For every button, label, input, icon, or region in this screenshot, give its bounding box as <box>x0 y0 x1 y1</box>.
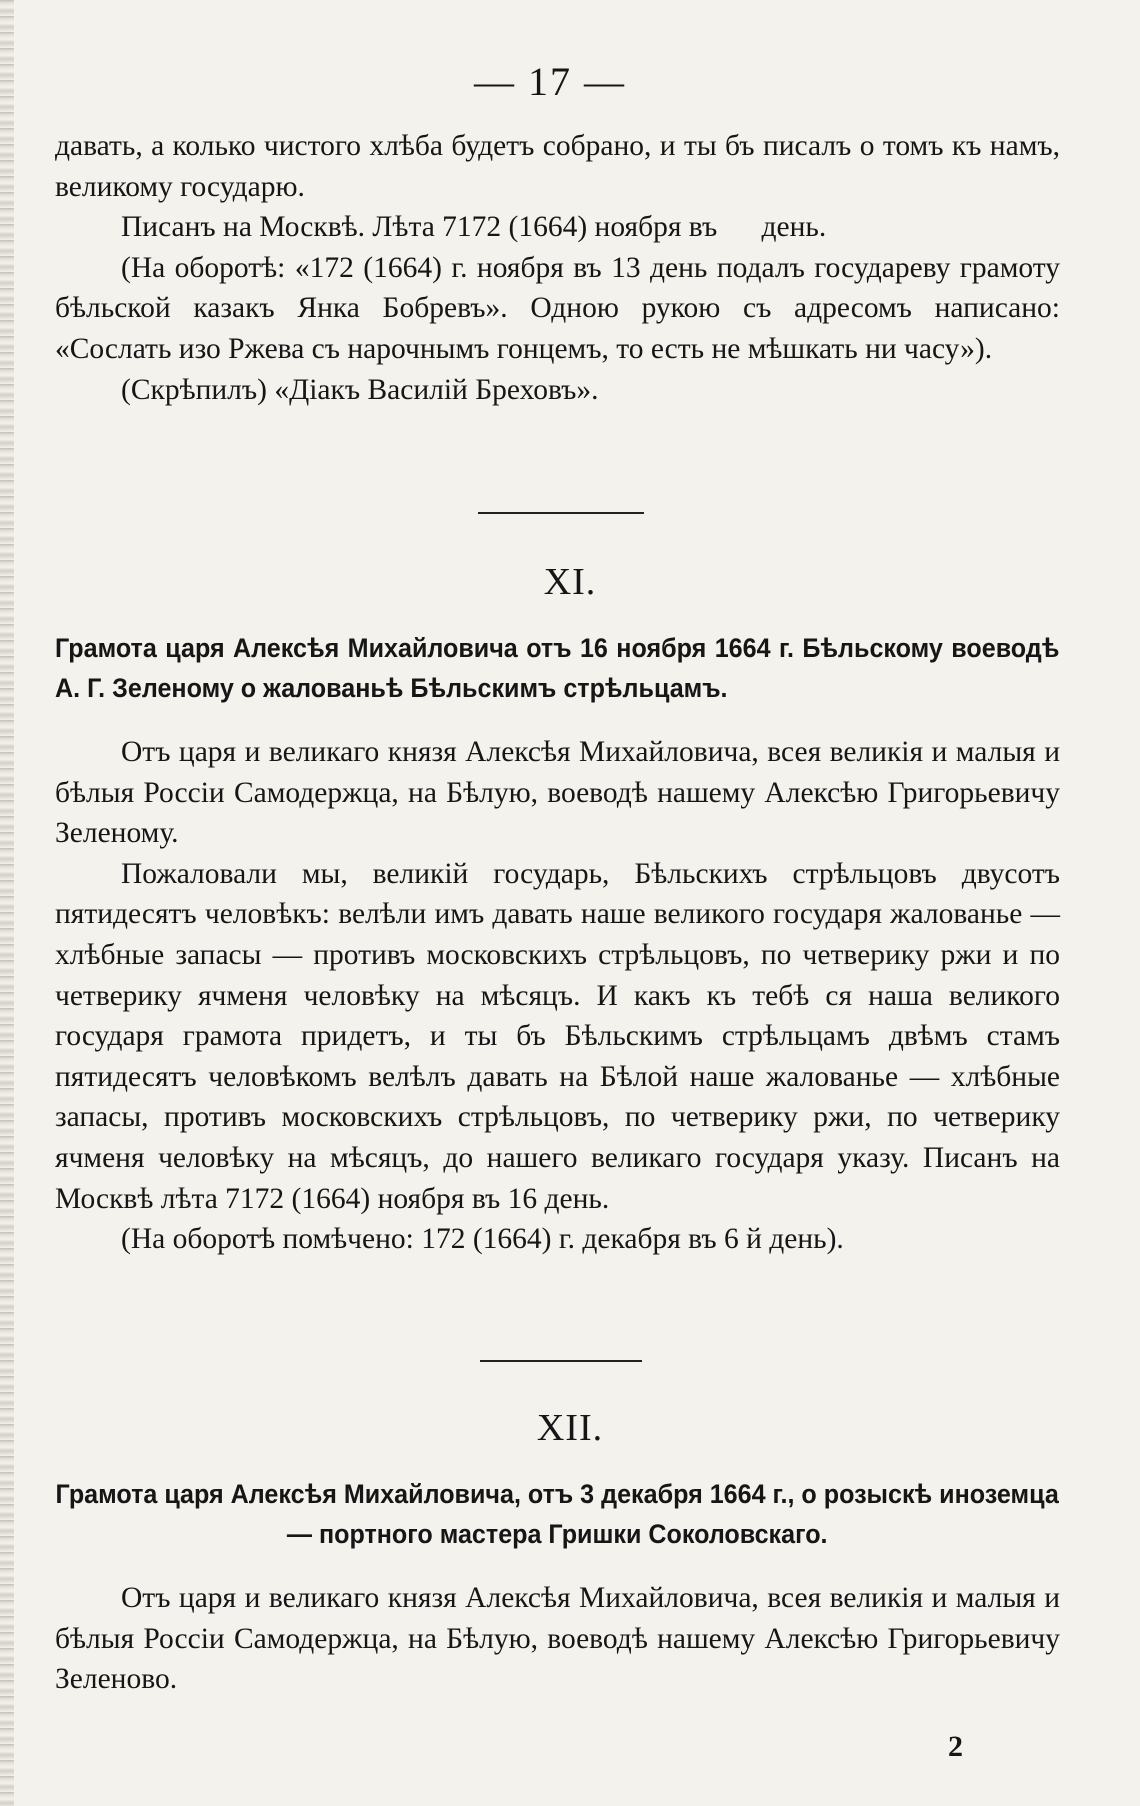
continuation-text <box>55 126 1060 410</box>
section-body <box>55 1578 1060 1700</box>
paragraph: (На оборотѣ: «172 (1664) г. ноября въ 13 день подалъ государеву грамоту бѣльской казакъ Янка Бобревъ». Одною рукою съ адресомъ написано: «Сослать изо Ржева съ нарочнымъ гонцемъ, то есть не мѣшкать ни часу»). <box>55 251 1060 365</box>
section-divider <box>478 512 644 514</box>
paragraph: Отъ царя и великаго князя Алексѣя Михайловича, всея великія и малыя и бѣлыя Россіи Самодержца, на Бѣлую, воеводѣ нашему Алексѣю Григорьевичу Зеленово. <box>55 1582 1060 1696</box>
scan-binding-edge <box>0 0 14 1806</box>
section-number: XI. <box>543 561 597 603</box>
section-number: XII. <box>536 1407 604 1449</box>
section-title: Грамота царя Алексѣя Михайловича, отъ 3 декабря 1664 г., о розыскѣ иноземца — портного мастера Гришки Соколовскаго. <box>55 1479 1059 1549</box>
signature-mark: 2 <box>948 1730 963 1763</box>
paragraph: (На оборотѣ помѣчено: 172 (1664) г. декабря въ 6 й день). <box>121 1223 844 1256</box>
page-number: — 17 — <box>474 59 626 104</box>
paragraph: Пожаловали мы, великій государь, Бѣльскихъ стрѣльцовъ двусотъ пятидесятъ человѣкъ: велѣли имъ давать наше великого государя жалованье — хлѣбные запасы — противъ московскихъ стрѣльцовъ, по четверику ржи и по четверику ячменя человѣку на мѣсяцъ. И какъ къ тебѣ ся наша великого государя грамота придетъ, и ты бъ Бѣльскимъ стрѣльцамъ двѣмъ стамъ пятидесятъ человѣкомъ велѣлъ давать на Бѣлой наше жалованье — хлѣбные запасы, противъ московскихъ стрѣльцовъ, по четверику ржи, по четверику ячменя человѣку на мѣсяцъ, до нашего великаго государя указу. Писанъ на Москвѣ лѣта 7172 (1664) ноября въ 16 день. <box>55 857 1060 1215</box>
section-title: Грамота царя Алексѣя Михайловича отъ 16 ноября 1664 г. Бѣльскому воеводѣ А. Г. Зеленому о жалованьѣ Бѣльскимъ стрѣльцамъ. <box>55 633 1060 703</box>
paragraph: (Скрѣпилъ) «Діакъ Василій Бреховъ». <box>121 373 599 406</box>
paragraph: давать, а колько чистого хлѣба будетъ собрано, и ты бъ писалъ о томъ къ намъ, великому государю. <box>55 130 1060 203</box>
section-divider <box>480 1360 642 1362</box>
section-body <box>55 732 1060 1260</box>
paragraph: Писанъ на Москвѣ. Лѣта 7172 (1664) ноября въ день. <box>121 211 827 244</box>
paragraph: Отъ царя и великаго князя Алексѣя Михайловича, всея великія и малыя и бѣлыя Россіи Самодержца, на Бѣлую, воеводѣ нашему Алексѣю Григорьевичу Зеленому. <box>55 736 1060 850</box>
